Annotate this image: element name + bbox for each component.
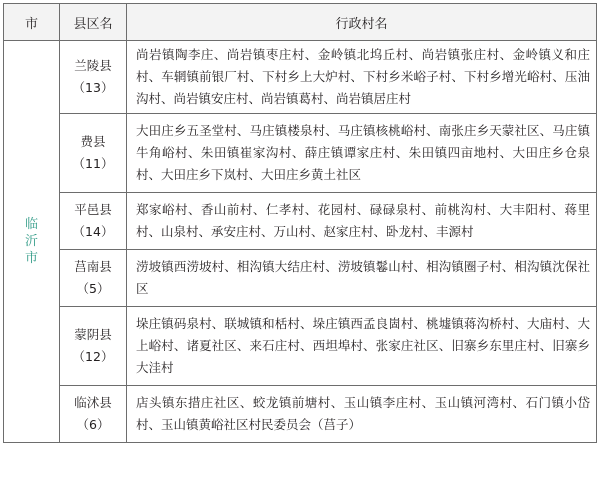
village-count: （6） (76, 417, 110, 432)
city-name-char: 市 (24, 251, 38, 266)
county-cell (60, 307, 127, 386)
table-row (4, 193, 597, 250)
header-villages: 行政村名 (127, 4, 597, 41)
table-row (4, 386, 597, 443)
county-name: 莒南县 (74, 259, 112, 274)
city-name-char: 沂 (24, 234, 38, 249)
table-header-row (4, 4, 597, 41)
county-name: 蒙阴县 (74, 327, 112, 342)
table-row (4, 307, 597, 386)
table-row (4, 250, 597, 307)
village-count: （11） (72, 156, 114, 171)
village-list: 郑家峪村、香山前村、仁孝村、花园村、碌碌泉村、前桃沟村、大丰阳村、蒋里村、山泉村、承安庄村、万山村、赵家庄村、卧龙村、丰源村 (127, 193, 597, 250)
county-name: 临沭县 (74, 395, 112, 410)
village-count: （12） (72, 349, 114, 364)
village-table (3, 3, 597, 443)
county-name: 平邑县 (74, 202, 112, 217)
village-count: （13） (72, 80, 114, 95)
table-row (4, 114, 597, 193)
county-cell (60, 41, 127, 114)
city-cell (4, 41, 60, 443)
village-count: （14） (72, 224, 114, 239)
village-list: 大田庄乡五圣堂村、马庄镇楼泉村、马庄镇核桃峪村、南张庄乡天蒙社区、马庄镇牛角峪村、朱田镇崔家沟村、薛庄镇谭家庄村、朱田镇四亩地村、大田庄乡仓泉村、大田庄乡下岚村、大田庄乡黄土社区 (127, 114, 597, 193)
header-city: 市 (4, 4, 60, 41)
village-count: （5） (76, 281, 110, 296)
village-list: 涝坡镇西涝坡村、相沟镇大结庄村、涝坡镇鬈山村、相沟镇圈子村、相沟镇沈保社区 (127, 250, 597, 307)
county-name: 费县 (80, 134, 106, 149)
city-name-char: 临 (24, 217, 38, 232)
village-list: 尚岩镇陶李庄、尚岩镇枣庄村、金岭镇北坞丘村、尚岩镇张庄村、金岭镇义和庄村、车辋镇前银厂村、下村乡上大炉村、下村乡米峪子村、下村乡增光峪村、压油沟村、尚岩镇安庄村、尚岩镇葛村、尚岩镇居庄村 (127, 41, 597, 114)
village-list: 垛庄镇码泉村、联城镇和栝村、垛庄镇西孟良崮村、桃墟镇蒋沟桥村、大庙村、大上峪村、诸夏社区、来石庄村、西坦埠村、张家庄社区、旧寨乡东里庄村、旧寨乡大洼村 (127, 307, 597, 386)
county-cell (60, 250, 127, 307)
header-county: 县区名 (60, 4, 127, 41)
county-cell (60, 193, 127, 250)
table-row (4, 41, 597, 114)
village-list: 店头镇东措庄社区、蛟龙镇前塘村、玉山镇李庄村、玉山镇河湾村、石门镇小岱村、玉山镇黄峪社区村民委员会（莒子） (127, 386, 597, 443)
county-cell (60, 114, 127, 193)
county-cell (60, 386, 127, 443)
county-name: 兰陵县 (74, 58, 112, 73)
